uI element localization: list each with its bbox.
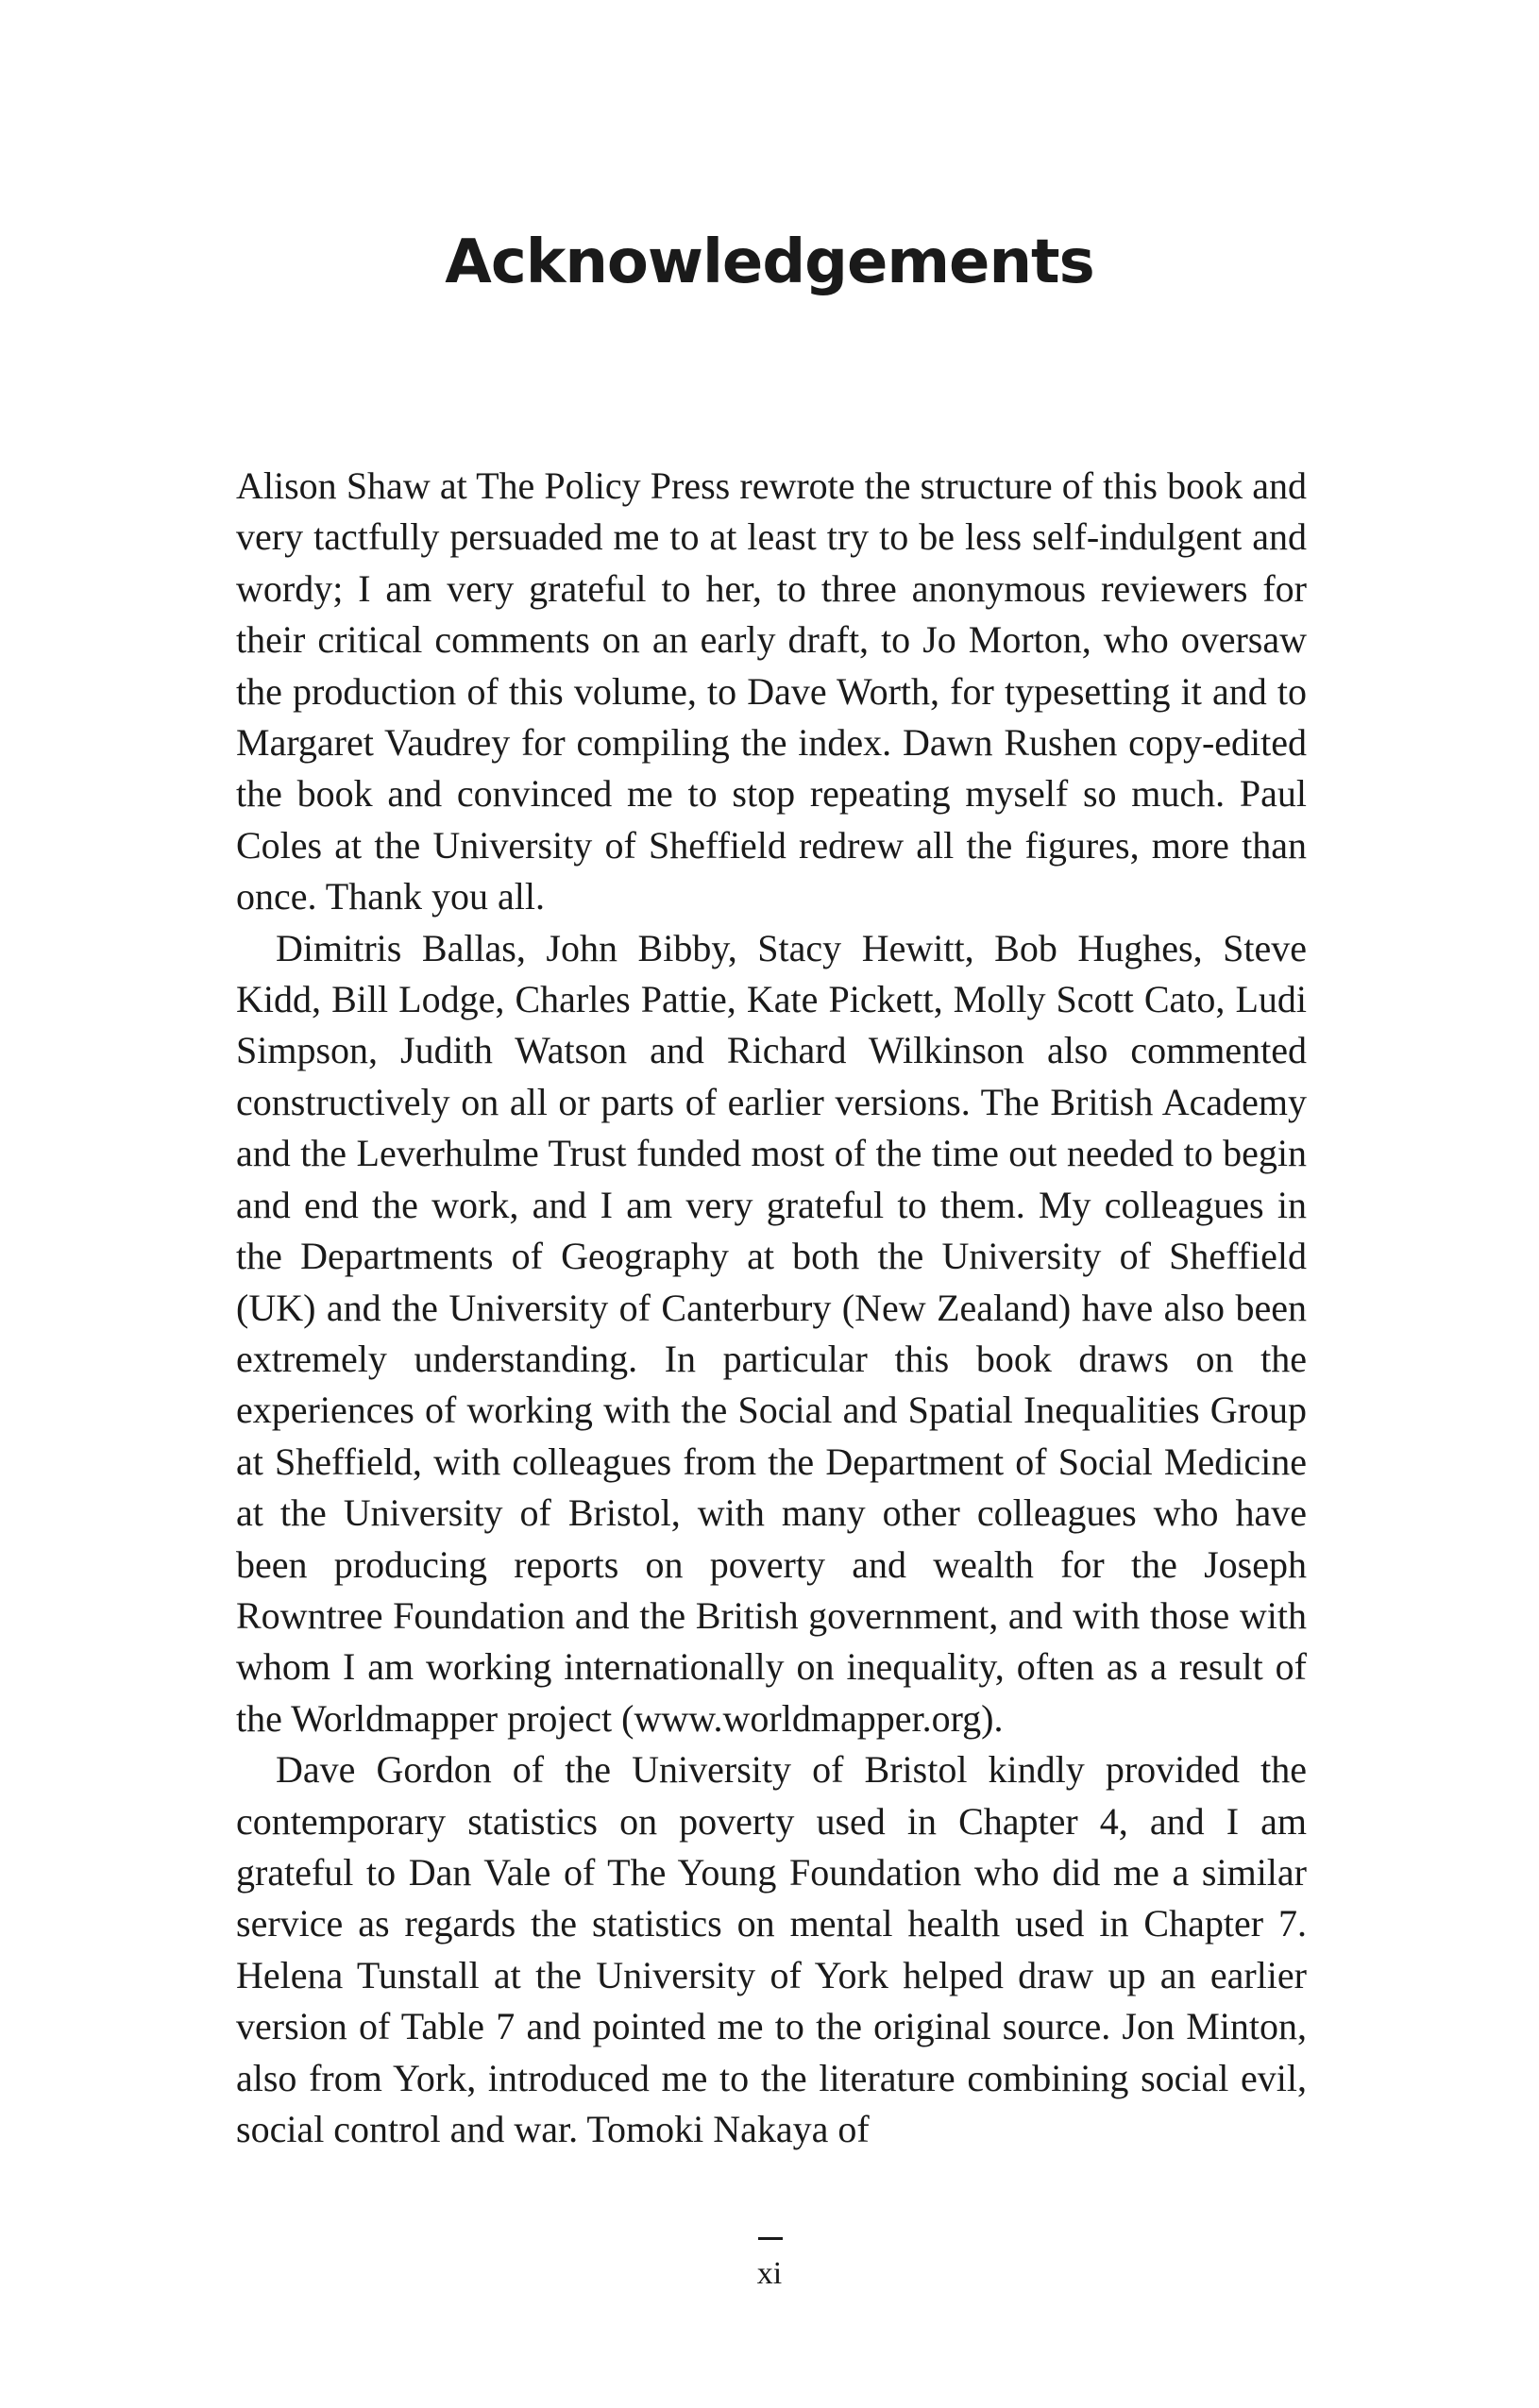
paragraph-1: Alison Shaw at The Policy Press rewrote the structure of this book and very tactfully persuaded me to at least try to be less self-indulgent and wordy; I am very grateful to her, to three anonymous reviewers for their critical comments on an early draft, to Jo Morton, who oversaw the production of this volume, to Dave Worth, for typesetting it and to Margaret Vaudrey for compiling the index. Dawn Rushen copy-edited the book and convinced me to stop repeating myself so much. Paul Coles at the University of Sheffield redrew all the figures, more than once. Thank you all. bbox=[236, 464, 1307, 918]
acknowledgements-body bbox=[236, 461, 1307, 2155]
folio-rule bbox=[758, 2237, 783, 2240]
page-number: xi bbox=[756, 2256, 783, 2291]
paragraph-2: Dimitris Ballas, John Bibby, Stacy Hewitt, Bob Hughes, Steve Kidd, Bill Lodge, Charles Pattie, Kate Pickett, Molly Scott Cato, Ludi Simpson, Judith Watson and Richard Wilkinson also commented constructively on all or parts of earlier versions. The British Academy and the Leverhulme Trust funded most of the time out needed to begin and end the work, and I am very grateful to them. My colleagues in the Departments of Geography at both the University of Sheffield (UK) and the University of Canterbury (New Zealand) have also been extremely understanding. In particular this book draws on the experiences of working with the Social and Spatial Inequalities Group at Sheffield, with colleagues from the Department of Social Medicine at the University of Bristol, with many other colleagues who have been producing reports on poverty and wealth for the Joseph Rowntree Foundation and the British government, and with those with whom I am working internationally on inequality, often as a result of the Worldmapper project (www.worldmapper.org). bbox=[236, 926, 1307, 1740]
page-title: Acknowledgements bbox=[445, 227, 1094, 297]
paragraph-3: Dave Gordon of the University of Bristol kindly provided the contemporary statistics on poverty used in Chapter 4, and I am grateful to Dan Vale of The Young Foundation who did me a similar service as regards the statistics on mental health used in Chapter 7. Helena Tunstall at the University of York helped draw up an earlier version of Table 7 and pointed me to the original source. Jon Minton, also from York, introduced me to the literature combining social evil, social control and war. Tomoki Nakaya of bbox=[236, 1748, 1307, 2150]
